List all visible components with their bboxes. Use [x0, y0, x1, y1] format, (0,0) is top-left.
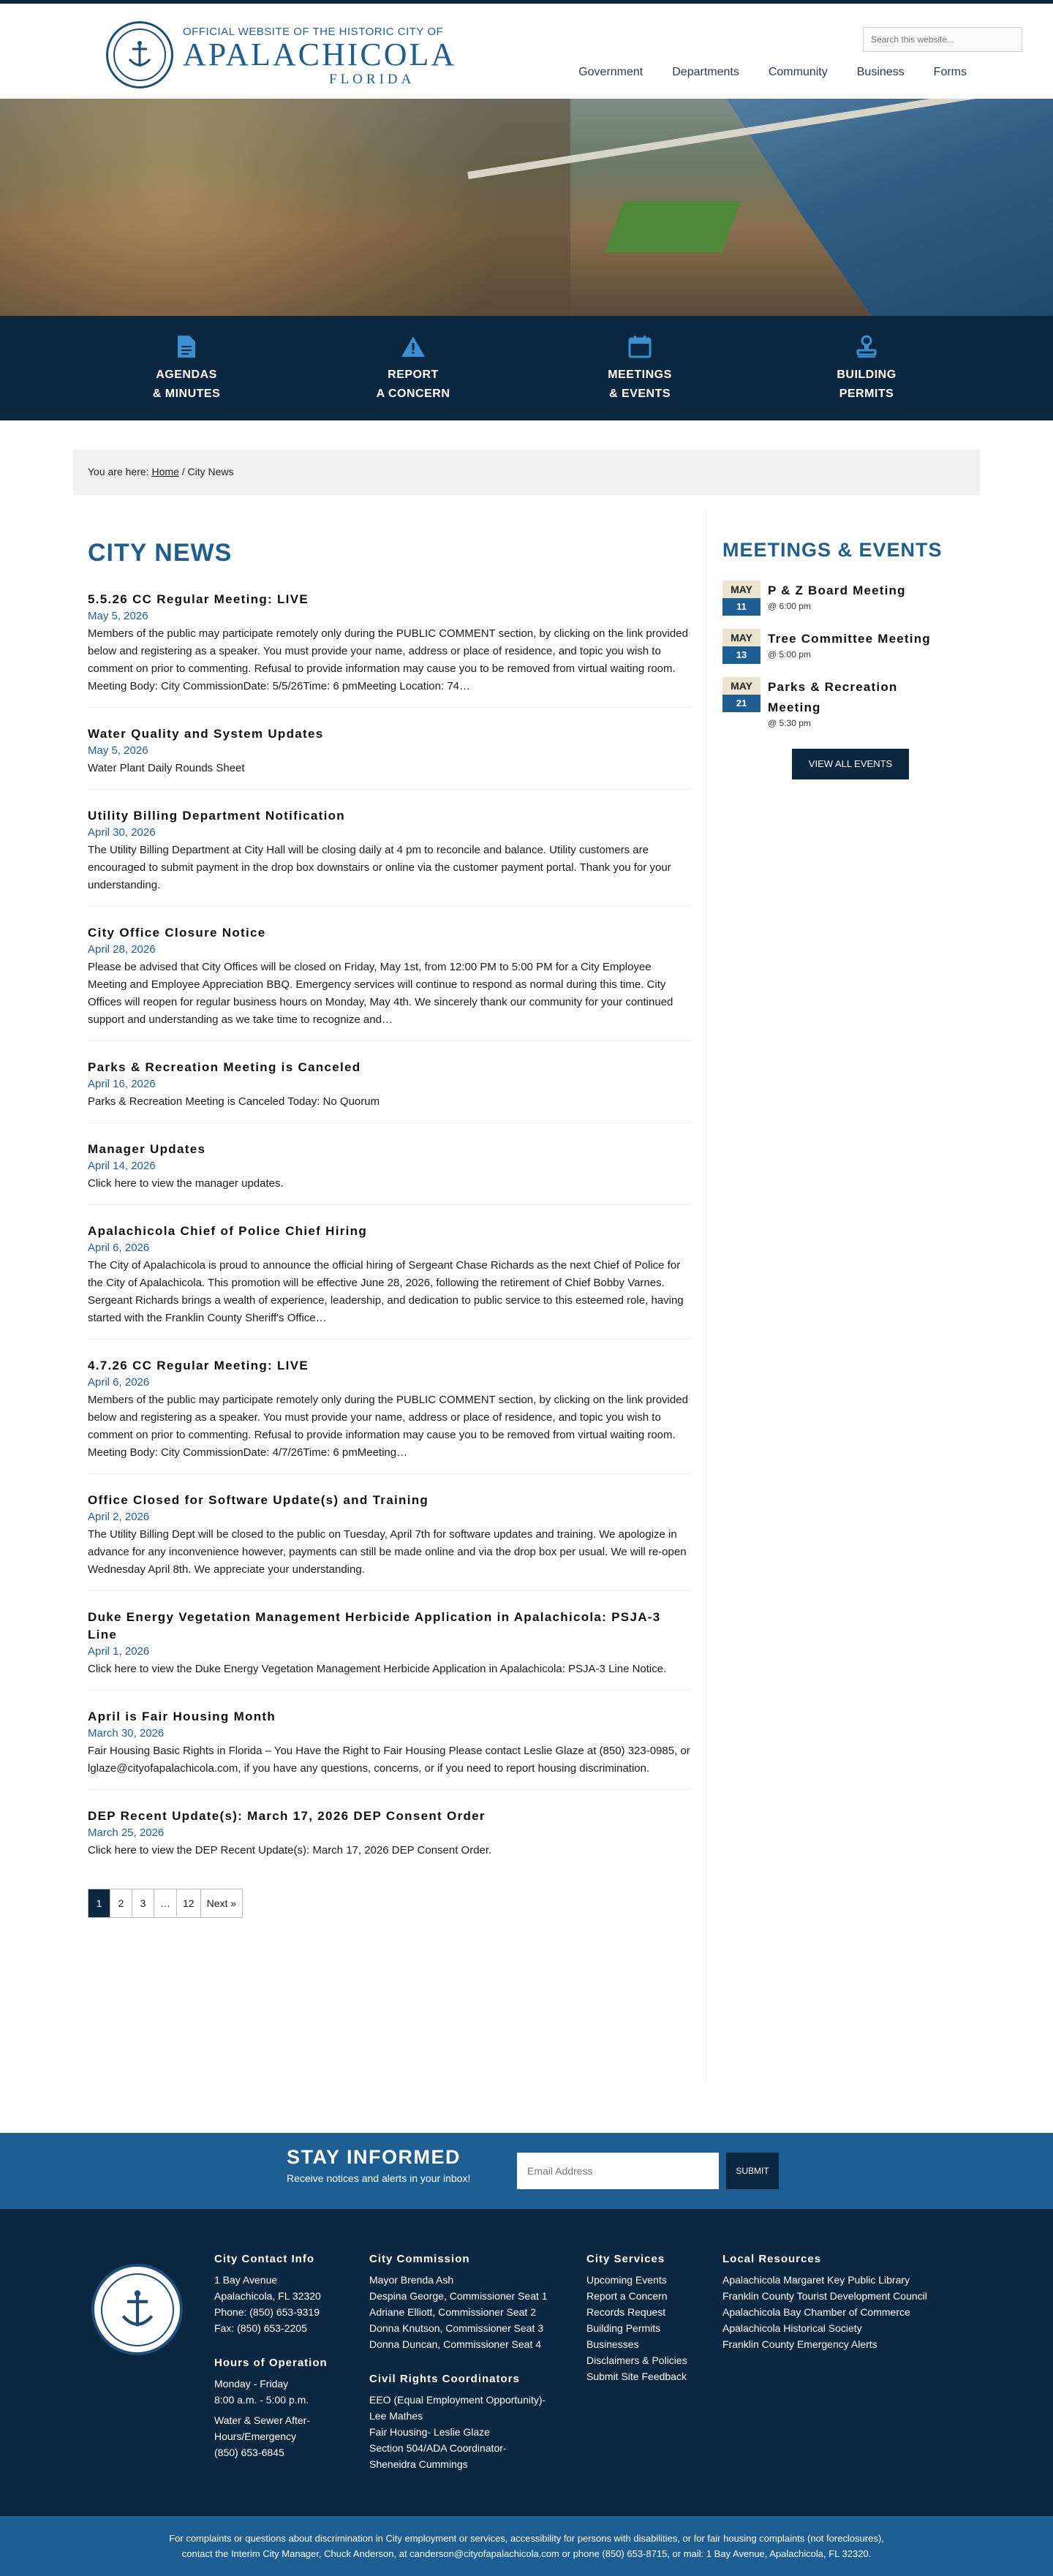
main-content: [73, 495, 980, 2096]
event-item: [722, 629, 978, 664]
stay-informed-title: STAY INFORMED: [287, 2146, 461, 2168]
event-month: MAY: [722, 629, 760, 646]
quick-link-label-1: REPORT: [388, 369, 439, 381]
quick-link-label-2: & EVENTS: [608, 388, 671, 400]
footer-city-seal: [91, 2264, 183, 2355]
footer-civil-rights-heading: Civil Rights Coordinators: [369, 2373, 520, 2385]
footer-hours-time: 8:00 a.m. - 5:00 p.m.: [214, 2394, 309, 2406]
news-item: [88, 1708, 691, 1790]
event-day: 11: [722, 598, 760, 616]
news-title-link[interactable]: Water Quality and System Updates: [88, 727, 324, 741]
hero-town: [0, 99, 570, 316]
main-nav: [578, 66, 967, 79]
news-excerpt: Fair Housing Basic Rights in Florida – You Have the Right to Fair Housing Please contact Leslie Glaze at (850) 323-0985, or lglaze@cityofapalachicola.com, if you have any questions, concerns, or if you need to report housing discrimination.: [88, 1745, 690, 1775]
event-info: [768, 581, 906, 616]
event-month: MAY: [722, 677, 760, 695]
notice-line-2: contact the Interim City Manager, Chuck Anderson, at canderson@cityofapalachicola.com or phone (850) 653-8715, or mail: 1 Bay Avenue, Apalachicola, FL 32320.: [181, 2548, 872, 2559]
footer-hours-days: Monday - Friday: [214, 2378, 289, 2390]
quick-links-band: [0, 316, 1053, 420]
nav-business[interactable]: Business: [856, 66, 905, 78]
site-logo-text[interactable]: [183, 26, 456, 88]
event-name-link[interactable]: Parks & Recreation Meeting: [768, 680, 898, 714]
nav-community[interactable]: Community: [768, 66, 828, 78]
event-time: @ 5:30 pm: [768, 718, 811, 728]
news-title-link[interactable]: DEP Recent Update(s): March 17, 2026 DEP Consent Order: [88, 1809, 486, 1823]
news-excerpt: Members of the public may participate remotely only during the PUBLIC COMMENT section, by clicking on the link provided below and registering as a speaker. You must provide your name, address or place of residence, and topic you wish to comment on prior to commenting. Refusal to provide information may cause you to be removed from virtual waiting room. Meeting Body: City CommissionDate: 5/5/26Time: 6 pmMeeting Location: 74…: [88, 627, 688, 692]
logo-tagline: OFFICIAL WEBSITE OF THE HISTORIC CITY OF: [183, 26, 444, 38]
footer-commission-member: Despina George, Commissioner Seat 1: [369, 2290, 548, 2302]
event-day: 13: [722, 646, 760, 664]
event-date-badge: [722, 629, 760, 664]
event-day: 21: [722, 695, 760, 712]
search-input[interactable]: [863, 27, 1022, 52]
event-time: @ 5:00 pm: [768, 649, 811, 660]
news-date: March 30, 2026: [88, 1727, 165, 1740]
news-excerpt: Parks & Recreation Meeting is Canceled Today: No Quorum: [88, 1095, 380, 1108]
events-title-bold: & EVENTS: [837, 539, 943, 561]
news-item: [88, 1223, 691, 1340]
news-item: [88, 1141, 691, 1205]
quick-link-permits[interactable]: [753, 316, 980, 420]
quick-link-label-1: BUILDING: [837, 369, 897, 381]
footer-commission-member: Adriane Elliott, Commissioner Seat 2: [369, 2306, 536, 2318]
quick-link-label-2: A CONCERN: [376, 388, 450, 400]
news-item: [88, 725, 691, 790]
footer-link-feedback[interactable]: Submit Site Feedback: [586, 2371, 687, 2382]
page-3-link[interactable]: 3: [132, 1889, 154, 1917]
footer-contact-column: [214, 2251, 353, 2460]
news-title-link[interactable]: 4.7.26 CC Regular Meeting: LIVE: [88, 1359, 309, 1372]
quick-link-label-2: PERMITS: [839, 388, 894, 400]
hero-ballfield: [605, 201, 740, 252]
footer-phone[interactable]: Phone: (850) 653-9319: [214, 2306, 320, 2318]
news-date: April 6, 2026: [88, 1242, 150, 1254]
news-item: [88, 1492, 691, 1591]
news-excerpt: The Utility Billing Department at City Hall will be closing daily at 4 pm to reconcile and balance. Utility customers are encouraged to submit payment in the drop box downstairs or online via the customer payment portal. Thank you for your understanding.: [88, 844, 671, 891]
site-footer: [0, 2209, 1053, 2516]
notice-line-1: For complaints or questions about discrimination in City employment or services, accessibility for persons with disabilities, or for fair housing complaints (not foreclosures),: [169, 2533, 884, 2544]
news-title-link[interactable]: Parks & Recreation Meeting is Canceled: [88, 1060, 361, 1074]
news-excerpt: The Utility Billing Dept will be closed to the public on Tuesday, April 7th for software updates and training. We apologize in advance for any inconvenience however, payments can still be made online and via the drop box per usual. We will re-open Wednesday April 8th. We appreciate your understanding.: [88, 1528, 687, 1576]
breadcrumb-prefix: You are here:: [88, 466, 149, 477]
news-date: April 14, 2026: [88, 1160, 156, 1172]
news-item: [88, 924, 691, 1041]
news-title-link[interactable]: Utility Billing Department Notification: [88, 809, 345, 823]
events-title: [722, 539, 978, 562]
nondiscrimination-notice: [0, 2516, 1053, 2576]
news-title-link[interactable]: City Office Closure Notice: [88, 926, 266, 940]
quick-link-meetings[interactable]: [526, 316, 753, 420]
quick-link-agendas[interactable]: [73, 316, 300, 420]
events-title-light: MEETINGS: [722, 539, 832, 561]
news-item: [88, 1357, 691, 1474]
nav-departments[interactable]: Departments: [672, 66, 739, 78]
event-item: [722, 677, 978, 728]
hero-aerial-image: [0, 99, 1053, 316]
breadcrumb-separator: /: [181, 466, 185, 477]
news-excerpt: Please be advised that City Offices will be closed on Friday, May 1st, from 12:00 PM to 5:00 PM for a City Employee Meeting and Employee Appreciation BBQ. Emergency services will continue to respond as normal during this time. City Offices will reopen for regular business hours on Monday, May 4th. We sincerely thank our community for your continued support and understanding as we take time to recognize and…: [88, 961, 673, 1026]
nav-government[interactable]: Government: [578, 66, 644, 78]
calendar-icon: [627, 333, 653, 360]
footer-contact-heading: City Contact Info: [214, 2253, 314, 2265]
footer-water-line-2: Hours/Emergency: [214, 2430, 297, 2442]
breadcrumb: [73, 450, 980, 495]
footer-link-upcoming-events[interactable]: Upcoming Events: [586, 2274, 667, 2286]
footer-resources-column: [722, 2251, 964, 2352]
news-item: [88, 1609, 691, 1691]
footer-link-emergency-alerts[interactable]: Franklin County Emergency Alerts: [722, 2338, 878, 2350]
email-field[interactable]: [517, 2153, 719, 2189]
events-sidebar: [722, 539, 978, 779]
footer-civil-line: Sheneidra Cummings: [369, 2458, 468, 2470]
event-name-link[interactable]: Tree Committee Meeting: [768, 632, 931, 646]
footer-link-chamber[interactable]: Apalachicola Bay Chamber of Commerce: [722, 2306, 910, 2318]
footer-water-line-1: Water & Sewer After-: [214, 2414, 310, 2426]
news-title-link[interactable]: Apalachicola Chief of Police Chief Hiring: [88, 1224, 368, 1238]
news-date: May 5, 2026: [88, 610, 148, 622]
logo-state: FLORIDA: [329, 72, 415, 87]
footer-civil-line: Section 504/ADA Coordinator-: [369, 2442, 507, 2454]
stamp-icon: [853, 333, 880, 360]
news-title-link[interactable]: Office Closed for Software Update(s) and Training: [88, 1493, 429, 1507]
footer-civil-line: Lee Mathes: [369, 2410, 423, 2422]
news-date: April 30, 2026: [88, 826, 156, 839]
news-date: May 5, 2026: [88, 744, 148, 757]
news-date: April 6, 2026: [88, 1376, 150, 1389]
footer-link-records-request[interactable]: Records Request: [586, 2306, 666, 2318]
news-excerpt: Click here to view the Duke Energy Vegetation Management Herbicide Application in Apalachicola: PSJA-3 Line Notice.: [88, 1663, 667, 1675]
submit-button[interactable]: SUBMIT: [726, 2153, 779, 2189]
event-month: MAY: [722, 581, 760, 598]
footer-services-column: [586, 2251, 711, 2384]
anchor-icon: [124, 39, 156, 71]
city-seal-logo[interactable]: [106, 21, 173, 88]
quick-link-label-1: AGENDAS: [156, 369, 217, 381]
nav-forms[interactable]: Forms: [933, 66, 967, 78]
footer-civil-line: EEO (Equal Employment Opportunity)-: [369, 2394, 546, 2406]
pagination: [88, 1889, 243, 1918]
news-item: [88, 1808, 691, 1871]
footer-link-historical-society[interactable]: Apalachicola Historical Society: [722, 2322, 862, 2334]
footer-fax: Fax: (850) 653-2205: [214, 2322, 307, 2334]
footer-water-phone[interactable]: (850) 653-6845: [214, 2447, 284, 2458]
footer-hours-heading: Hours of Operation: [214, 2357, 328, 2369]
news-title-link[interactable]: Duke Energy Vegetation Management Herbicide Application in Apalachicola: PSJA-3 Line: [88, 1610, 661, 1642]
footer-commission-column: [369, 2251, 567, 2472]
footer-commission-heading: City Commission: [369, 2253, 470, 2265]
footer-resources-heading: Local Resources: [722, 2253, 822, 2265]
view-all-events-button[interactable]: VIEW ALL EVENTS: [792, 749, 909, 779]
footer-commission-member: Donna Duncan, Commissioner Seat 4: [369, 2338, 542, 2350]
stay-informed-band: [0, 2133, 1053, 2209]
news-title-link[interactable]: April is Fair Housing Month: [88, 1710, 276, 1723]
footer-link-disclaimers[interactable]: Disclaimers & Policies: [586, 2354, 687, 2366]
page-ellipsis: …: [154, 1889, 177, 1917]
site-header: [0, 4, 1053, 99]
news-date: April 1, 2026: [88, 1645, 150, 1658]
event-info: [768, 629, 931, 664]
quick-link-report[interactable]: [300, 316, 526, 420]
page-title-light: CITY: [88, 539, 147, 567]
breadcrumb-current: City News: [187, 466, 234, 477]
news-item: [88, 807, 691, 907]
news-excerpt: Click here to view the manager updates.: [88, 1177, 284, 1190]
logo-city-name: APALACHICOLA: [183, 37, 457, 72]
news-date: April 2, 2026: [88, 1511, 150, 1523]
page-1-link[interactable]: 1: [88, 1889, 110, 1917]
quick-link-label-2: & MINUTES: [152, 388, 221, 400]
news-date: April 16, 2026: [88, 1078, 156, 1090]
news-excerpt: Click here to view the DEP Recent Update(s): March 17, 2026 DEP Consent Order.: [88, 1844, 492, 1857]
news-title-link[interactable]: 5.5.26 CC Regular Meeting: LIVE: [88, 592, 309, 606]
news-excerpt: Members of the public may participate remotely only during the PUBLIC COMMENT section, by clicking on the link provided below and registering as a speaker. You must provide your name, address or place of residence, and topic you wish to comment on prior to commenting. Refusal to provide information may cause you to be removed from virtual waiting room. Meeting Body: City CommissionDate: 4/7/26Time: 6 pmMeeting…: [88, 1394, 688, 1459]
page-title-bold: NEWS: [154, 539, 233, 567]
footer-link-businesses[interactable]: Businesses: [586, 2338, 639, 2350]
footer-link-building-permits[interactable]: Building Permits: [586, 2322, 661, 2334]
anchor-icon: [115, 2287, 160, 2333]
footer-civil-line: Fair Housing- Leslie Glaze: [369, 2426, 490, 2438]
news-date: March 25, 2026: [88, 1827, 165, 1839]
event-date-badge: [722, 677, 760, 728]
news-title-link[interactable]: Manager Updates: [88, 1142, 206, 1156]
event-date-badge: [722, 581, 760, 616]
news-item: [88, 591, 691, 708]
footer-commission-member: Mayor Brenda Ash: [369, 2274, 454, 2286]
page-12-link[interactable]: 12: [177, 1889, 201, 1917]
footer-address-2: Apalachicola, FL 32320: [214, 2290, 321, 2302]
page-2-link[interactable]: 2: [110, 1889, 132, 1917]
event-time: @ 6:00 pm: [768, 601, 811, 611]
event-name-link[interactable]: P & Z Board Meeting: [768, 583, 906, 597]
footer-link-tdc[interactable]: Franklin County Tourist Development Council: [722, 2290, 927, 2302]
page-title: [88, 539, 691, 567]
document-icon: [173, 333, 200, 360]
next-page-link[interactable]: Next »: [201, 1889, 242, 1917]
news-excerpt: Water Plant Daily Rounds Sheet: [88, 762, 245, 774]
event-info: [768, 677, 907, 728]
footer-link-library[interactable]: Apalachicola Margaret Key Public Library: [722, 2274, 910, 2286]
news-column: [88, 539, 691, 1918]
footer-services-heading: City Services: [586, 2253, 665, 2265]
news-item: [88, 1059, 691, 1123]
quick-link-label-1: MEETINGS: [608, 369, 672, 381]
footer-address-1: 1 Bay Avenue: [214, 2274, 278, 2286]
warning-icon: [400, 333, 426, 360]
stay-informed-subtitle: Receive notices and alerts in your inbox!: [287, 2172, 471, 2184]
footer-commission-member: Donna Knutson, Commissioner Seat 3: [369, 2322, 544, 2334]
footer-link-report-concern[interactable]: Report a Concern: [586, 2290, 668, 2302]
news-excerpt: The City of Apalachicola is proud to announce the official hiring of Sergeant Chase Richards as the next Chief of Police for the City of Apalachicola. This promotion will be effective June 28, 2026, following the retirement of Chief Bobby Varnes. Sergeant Richards brings a wealth of experience, leadership, and dedication to public service to this esteemed role, having started with the Franklin County Sheriff's Office…: [88, 1259, 684, 1324]
event-item: [722, 581, 978, 616]
news-date: April 28, 2026: [88, 943, 156, 956]
breadcrumb-home-link[interactable]: Home: [151, 466, 179, 477]
